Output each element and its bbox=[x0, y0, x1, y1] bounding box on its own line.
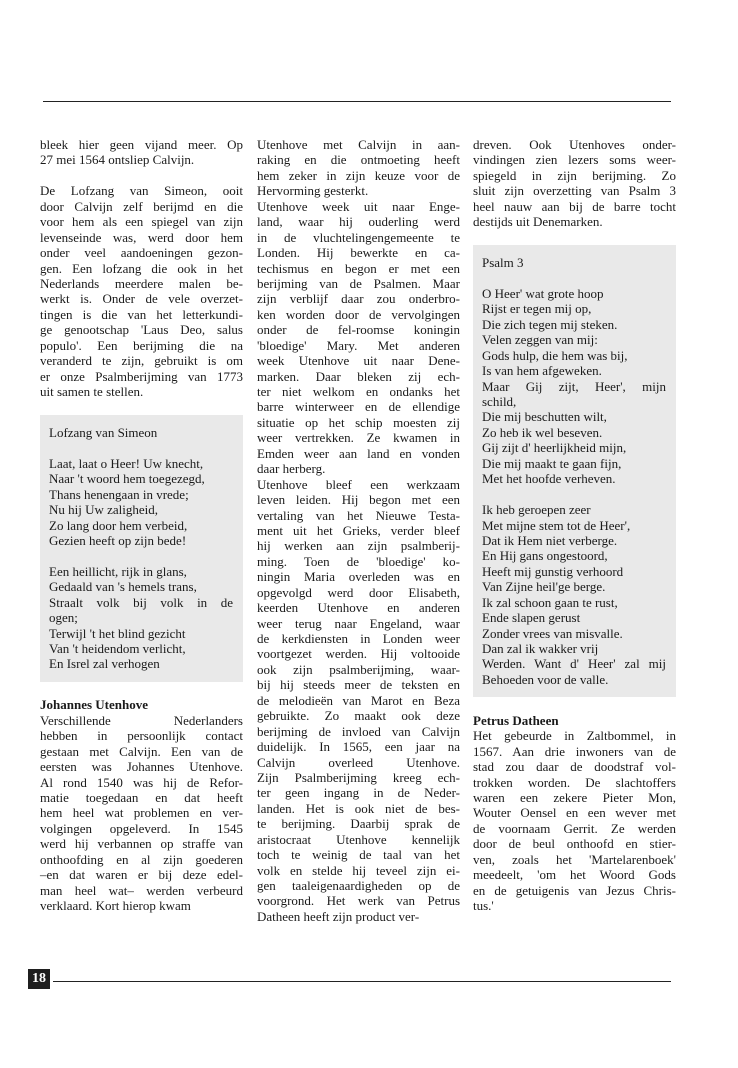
text-line: Van 't heidendom verlicht, bbox=[49, 641, 186, 656]
text-line: opgevolgd werd door Elisabeth, bbox=[257, 584, 460, 600]
text-line: onder veel aandoeningen gezon- bbox=[40, 245, 243, 261]
text-line: ter geen ingang in de Neder- bbox=[257, 785, 460, 801]
text-line: ven, zoals het 'Martelarenboek' bbox=[473, 851, 676, 867]
text-line: Ende slapen gerust bbox=[482, 610, 581, 626]
text-line: Hervorming gesterkt. bbox=[257, 183, 369, 199]
text-line: door de beul onthoofd en stier- bbox=[473, 836, 676, 852]
text-line: voorgrond. Het werk van Petrus bbox=[257, 893, 460, 909]
paragraph-dreven bbox=[473, 137, 676, 230]
text-line: destijds uit Denemarken. bbox=[473, 214, 603, 230]
text-line: volk en stelde hij teveel zijn ei- bbox=[257, 862, 460, 878]
text-line: Al rond 1540 was hij de Refor- bbox=[40, 774, 243, 790]
text-line: uit samen te stellen. bbox=[40, 384, 144, 399]
poem-stanza-1 bbox=[482, 286, 666, 487]
text-line: Wouter Oensel en een wever met bbox=[473, 805, 676, 821]
text-line: Zo lang door hem verbeid, bbox=[49, 517, 188, 533]
text-line: er onze Psalmberijming van 1773 bbox=[40, 368, 243, 384]
text-line: werkt is. Onder de vele overzet- bbox=[40, 291, 243, 307]
text-line: eersten was Johannes Utenhove. bbox=[40, 759, 243, 775]
text-line: ter niet welkom en ondanks het bbox=[257, 384, 460, 399]
text-line: Heeft mij gunstig verhoord bbox=[482, 563, 624, 579]
text-line: situatie op het schip moesten zij bbox=[257, 414, 460, 430]
text-line: Met het hoofde verheven. bbox=[482, 471, 616, 487]
text-line: Een heillicht, rijk in glans, bbox=[49, 563, 187, 579]
text-line: Ik heb geroepen zeer bbox=[482, 502, 591, 518]
text-line: land, waar hij ouderling werd bbox=[257, 214, 460, 230]
text-line: gestaan met Calvijn. Een van de bbox=[40, 743, 243, 759]
text-line: landen. Het is ook niet de bes- bbox=[257, 800, 460, 816]
text-line: Emden weer aan land en vonden bbox=[257, 445, 460, 461]
text-line: berijming van de Psalmen. Maar bbox=[257, 275, 460, 291]
text-line: hem heel wat problemen en ver- bbox=[40, 805, 243, 821]
text-line: voortgezet werden. Hij voltooide bbox=[257, 646, 460, 662]
text-line: door Calvijn zelf berijmd en die bbox=[40, 198, 243, 214]
text-line: Zonder vrees van misvalle. bbox=[482, 625, 623, 641]
text-line: marken. Daar bleken zij ech- bbox=[257, 368, 460, 384]
text-line: stad zou daar de doodstraf vol- bbox=[473, 759, 676, 775]
text-line: de melodieën van Marot en Beza bbox=[257, 692, 460, 708]
text-line: gen taaleigenaardigheden op de bbox=[257, 878, 460, 893]
text-line: 27 mei 1564 ontsliep Calvijn. bbox=[40, 152, 195, 168]
text-line: ge genootschap 'Laus Deo, salus bbox=[40, 322, 243, 338]
text-line: tingen is die van het letterkundi- bbox=[40, 306, 243, 322]
text-line: Met mijne stem tot de Heer', bbox=[482, 517, 631, 533]
text-line: verklaard. Kort hierop kwam bbox=[40, 898, 191, 913]
text-line: berijming de invloed van Calvijn bbox=[257, 723, 460, 739]
text-line: ment uit het Grieks, verder bleef bbox=[257, 522, 460, 538]
text-line: barre winterweer en de ellendige bbox=[257, 399, 460, 415]
text-line: En Hij gans ongestoord, bbox=[482, 548, 608, 564]
text-line: keerden Utenhove en anderen bbox=[257, 600, 460, 616]
bottom-rule bbox=[53, 981, 671, 982]
text-line: bij hij steeds meer de teksten en bbox=[257, 677, 460, 693]
text-line: en de getuigenis van Jezus Chris- bbox=[473, 882, 676, 898]
text-line: matie toegedaan en dat heeft bbox=[40, 789, 243, 805]
text-line: Gedaald van 's hemels trans, bbox=[49, 579, 197, 595]
text-line: trokken worden. De slachtoffers bbox=[473, 774, 676, 790]
text-line: Nederlands meerdere malen be- bbox=[40, 275, 243, 291]
section-heading-datheen: Petrus Datheen bbox=[473, 712, 559, 728]
text-line: techismus en begon er met een bbox=[257, 260, 460, 276]
text-line: Nu hij Uw zaligheid, bbox=[49, 502, 159, 518]
text-line: meedeelt, 'om het Woord Gods bbox=[473, 867, 676, 883]
paragraph-datheen bbox=[473, 728, 676, 913]
poem-stanza-2 bbox=[49, 564, 233, 672]
text-line: Maar Gij zijt, Heer', mijn bbox=[482, 378, 666, 394]
text-line: veranderd te zijn, gebruikt is om bbox=[40, 353, 243, 369]
text-line: weer vertrekken. Ze kwamen in bbox=[257, 430, 460, 446]
paragraph-intro bbox=[40, 137, 243, 168]
text-line: ook zijn psalmberijming, waar- bbox=[257, 661, 460, 677]
text-line: dreven. Ook Utenhoves onder- bbox=[473, 137, 676, 152]
text-line: Werden. Want d' Heer' zal mij bbox=[482, 656, 666, 672]
text-line: hij werken aan zijn psalmberij- bbox=[257, 538, 460, 554]
poem-title: Lofzang van Simeon bbox=[49, 424, 158, 440]
text-line: Verschillende Nederlanders bbox=[40, 712, 243, 728]
text-line: ming. Toen de 'bloedige' ko- bbox=[257, 553, 460, 569]
text-line: Calvijn overleed Utenhove. bbox=[257, 754, 460, 770]
text-line: spiegeld in zijn berijming. Zo bbox=[473, 167, 676, 183]
section-heading-utenhove: Johannes Utenhove bbox=[40, 697, 148, 713]
text-line: En Isrel zal verhogen bbox=[49, 656, 160, 672]
text-line: gen. Een lofzang die ook in het bbox=[40, 260, 243, 276]
text-line: onder de fel-roomse koningin bbox=[257, 322, 460, 338]
text-line: weer terug naar Engeland, waar bbox=[257, 615, 460, 631]
text-line: Dan zal ik wakker vrij bbox=[482, 641, 599, 656]
poem-title: Psalm 3 bbox=[482, 255, 524, 271]
text-line: volgingen opgeleverd. In 1545 bbox=[40, 820, 243, 836]
text-line: vertaling van het Nieuwe Testa- bbox=[257, 507, 460, 523]
poem-box-simeon bbox=[40, 415, 243, 682]
text-line: duidelijk. In 1565, een jaar na bbox=[257, 739, 460, 755]
text-line: aristocraat Utenhove kennelijk bbox=[257, 831, 460, 847]
text-line: Zo heb ik wel beseven. bbox=[482, 424, 603, 440]
text-line: levenseinde was, werd door hem bbox=[40, 229, 243, 245]
column-1 bbox=[40, 137, 243, 913]
text-line: hem zeker in zijn keuze voor de bbox=[257, 167, 460, 183]
text-line: tus.' bbox=[473, 898, 494, 913]
text-line: Ik zal schoon gaan te rust, bbox=[482, 594, 618, 610]
text-line: Dat ik Hem niet verberge. bbox=[482, 532, 618, 548]
text-line: Behoeden voor de valle. bbox=[482, 671, 609, 687]
text-line: Rijst er tegen mij op, bbox=[482, 301, 592, 317]
paragraph-utenhove-continued bbox=[257, 137, 460, 924]
page-number: 18 bbox=[28, 969, 50, 989]
text-line: daar herberg. bbox=[257, 461, 326, 477]
text-line: zijn verblijf daar zou onderbro- bbox=[257, 291, 460, 307]
text-line: in de vluchtelingengemeente te bbox=[257, 229, 460, 245]
text-line: Straalt volk bij volk in de bbox=[49, 594, 233, 610]
text-line: voor hem als een spiegel van zijn bbox=[40, 214, 243, 230]
text-line: Die mij beschutten wilt, bbox=[482, 409, 607, 425]
text-line: sluit zijn overzetting van Psalm 3 bbox=[473, 183, 676, 199]
text-line: gebruikte. Zo maakt ook deze bbox=[257, 708, 460, 724]
text-line: Die mij maakt te gaan fijn, bbox=[482, 455, 622, 471]
text-line: Is van hem afgeweken. bbox=[482, 363, 602, 379]
text-line: de voornaam Gerrit. Ze werden bbox=[473, 820, 676, 836]
text-line: O Heer' wat grote hoop bbox=[482, 285, 604, 301]
text-line: Het gebeurde in Zaltbommel, in bbox=[473, 728, 676, 744]
text-line: populo'. Een berijming die na bbox=[40, 337, 243, 353]
text-line: man heel wat– werden verbeurd bbox=[40, 882, 243, 898]
text-line: de kerkdiensten in Londen weer bbox=[257, 631, 460, 646]
text-line: Laat, laat o Heer! Uw knecht, bbox=[49, 455, 204, 471]
text-line: Thans henengaan in vrede; bbox=[49, 486, 189, 502]
text-line: heel nauw aan bij de barre tocht bbox=[473, 198, 676, 214]
text-line: Gezien heeft op zijn bede! bbox=[49, 532, 187, 548]
paragraph-utenhove bbox=[40, 713, 243, 914]
text-line: hebben in persoonlijk contact bbox=[40, 728, 243, 744]
text-line: Die zich tegen mij steken. bbox=[482, 316, 618, 332]
text-line: schild, bbox=[482, 394, 517, 409]
paragraph-lofzang bbox=[40, 183, 243, 399]
text-line: vindingen zien lezers soms weer- bbox=[473, 152, 676, 168]
text-line: raking en die ontmoeting heeft bbox=[257, 152, 460, 168]
text-line: 1567. Aan drie inwoners van de bbox=[473, 743, 676, 759]
text-line: –en dat waren er bij deze edel- bbox=[40, 867, 243, 883]
text-line: te berijming. Daarbij sprak de bbox=[257, 816, 460, 832]
text-line: Naar 't woord hem toegezegd, bbox=[49, 471, 205, 487]
text-line: Terwijl 't het blind gezicht bbox=[49, 625, 186, 641]
text-line: Zijn Psalmberijming kreeg ech- bbox=[257, 769, 460, 785]
text-line: Utenhove week uit naar Enge- bbox=[257, 198, 460, 214]
text-line: bleek hier geen vijand meer. Op bbox=[40, 137, 243, 152]
poem-box-psalm-3 bbox=[473, 245, 676, 697]
text-line: week Utenhove uit naar Dene- bbox=[257, 353, 460, 369]
text-line: 'bloedige' Mary. Met anderen bbox=[257, 337, 460, 353]
text-line: Van Zijne heil'ge berge. bbox=[482, 579, 606, 595]
text-line: werd hij verbannen op straffe van bbox=[40, 836, 243, 852]
poem-stanza-2 bbox=[482, 502, 666, 687]
top-rule bbox=[43, 101, 671, 102]
text-line: waren een zekere Pieter Mon, bbox=[473, 789, 676, 805]
text-line: Velen zeggen van mij: bbox=[482, 332, 598, 348]
text-line: leven leiden. Hij begon met een bbox=[257, 492, 460, 508]
text-line: Datheen heeft zijn product ver- bbox=[257, 908, 420, 924]
text-line: Londen. Hij bewerkte en ca- bbox=[257, 245, 460, 261]
text-line: Utenhove bleef een werkzaam bbox=[257, 476, 460, 492]
column-3 bbox=[473, 137, 676, 913]
text-line: Gij zijt d' heerlijkheid mijn, bbox=[482, 440, 627, 456]
text-line: ken worden door de vervolgingen bbox=[257, 306, 460, 322]
text-line: De Lofzang van Simeon, ooit bbox=[40, 183, 243, 199]
column-2 bbox=[257, 137, 460, 924]
poem-stanza-1 bbox=[49, 456, 233, 549]
text-line: toch te weinig de taal van het bbox=[257, 847, 460, 863]
text-line: Gods hulp, die hem was bij, bbox=[482, 347, 628, 363]
text-line: ningin Maria overleden was en bbox=[257, 569, 460, 585]
text-line: Utenhove met Calvijn in aan- bbox=[257, 137, 460, 152]
text-line: onthoofding en al zijn goederen bbox=[40, 851, 243, 867]
text-line: ogen; bbox=[49, 610, 78, 626]
